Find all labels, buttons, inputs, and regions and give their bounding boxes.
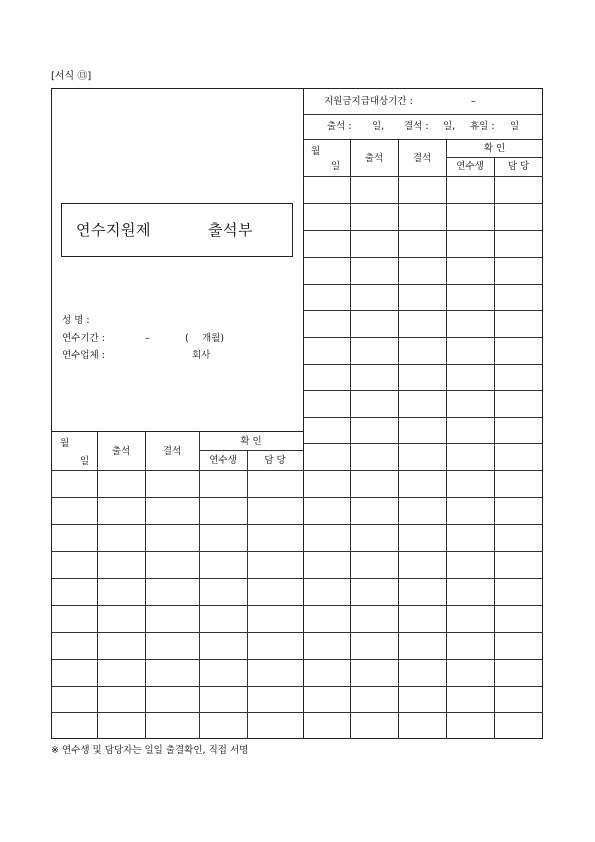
right-row-line bbox=[303, 310, 543, 311]
right-header-confirm: 확 인 bbox=[483, 143, 506, 154]
right-row-line bbox=[303, 659, 543, 660]
form-code: [서식 ⑬] bbox=[51, 71, 92, 82]
trainee-months-open: ( bbox=[185, 333, 189, 344]
left-header-month: 월 bbox=[60, 438, 70, 449]
right-col-line-4 bbox=[494, 157, 495, 739]
trainee-months-label: 개월) bbox=[202, 333, 225, 344]
right-header-line-1 bbox=[303, 114, 543, 115]
right-row-line bbox=[303, 497, 543, 498]
left-col-line-3 bbox=[199, 431, 200, 739]
right-row-line bbox=[303, 230, 543, 231]
right-row-line bbox=[303, 364, 543, 365]
support-period-label: 지원금지급대상기간 : bbox=[324, 96, 413, 107]
right-header-day: 일 bbox=[331, 161, 341, 172]
left-table-header-bottom bbox=[51, 470, 303, 471]
right-row-line bbox=[303, 578, 543, 579]
summary-unit-2: 일, bbox=[443, 121, 456, 132]
right-row-line bbox=[303, 390, 543, 391]
right-row-line bbox=[303, 605, 543, 606]
right-row-line bbox=[303, 524, 543, 525]
center-divider bbox=[303, 88, 304, 739]
left-header-manager: 담 당 bbox=[264, 455, 286, 466]
support-period-dash: – bbox=[471, 96, 476, 107]
right-row-line bbox=[303, 417, 543, 418]
left-row-line bbox=[51, 497, 303, 498]
summary-unit-1: 일, bbox=[372, 121, 385, 132]
right-col-line-2 bbox=[398, 139, 399, 739]
left-row-line bbox=[51, 712, 303, 713]
left-table-top bbox=[51, 431, 303, 432]
left-row-line bbox=[51, 551, 303, 552]
trainee-company-suffix: 회사 bbox=[192, 350, 211, 361]
left-col-line-2 bbox=[145, 431, 146, 739]
right-table-header-bottom bbox=[303, 176, 543, 177]
right-row-line bbox=[303, 257, 543, 258]
trainee-company-label: 연수업체 : bbox=[62, 350, 105, 361]
trainee-name-label: 성 명 : bbox=[62, 315, 90, 326]
left-header-attend: 출석 bbox=[111, 446, 131, 457]
right-row-line bbox=[303, 443, 543, 444]
right-row-line bbox=[303, 284, 543, 285]
right-row-line bbox=[303, 470, 543, 471]
right-header-month: 월 bbox=[311, 146, 321, 157]
right-header-attend: 출석 bbox=[364, 153, 384, 164]
trainee-period-label: 연수기간 : bbox=[62, 333, 105, 344]
right-header-absent: 결석 bbox=[412, 153, 432, 164]
right-row-line bbox=[303, 686, 543, 687]
left-confirm-split bbox=[199, 450, 303, 451]
left-col-line-4 bbox=[247, 450, 248, 739]
right-row-line bbox=[303, 551, 543, 552]
summary-absent-label: 결석 : bbox=[404, 121, 429, 132]
left-header-trainee: 연수생 bbox=[209, 455, 237, 466]
right-row-line bbox=[303, 712, 543, 713]
left-row-line bbox=[51, 524, 303, 525]
right-row-line bbox=[303, 203, 543, 204]
summary-attend-label: 출석 : bbox=[327, 121, 352, 132]
summary-unit-3: 일 bbox=[510, 121, 520, 132]
form-subtitle: 출석부 bbox=[208, 221, 253, 239]
left-col-line-1 bbox=[97, 431, 98, 739]
left-header-absent: 결석 bbox=[162, 446, 182, 457]
right-col-line-3 bbox=[446, 139, 447, 739]
form-frame bbox=[51, 88, 543, 739]
trainee-period-dash: – bbox=[145, 333, 150, 344]
right-header-manager: 담 당 bbox=[507, 161, 530, 172]
left-row-line bbox=[51, 632, 303, 633]
left-row-line bbox=[51, 659, 303, 660]
left-row-line bbox=[51, 605, 303, 606]
right-row-line bbox=[303, 632, 543, 633]
left-header-day: 일 bbox=[80, 456, 90, 467]
left-header-confirm: 확 인 bbox=[240, 436, 262, 447]
right-col-line-1 bbox=[350, 139, 351, 739]
right-row-line bbox=[303, 337, 543, 338]
left-row-line bbox=[51, 686, 303, 687]
form-title: 연수지원제 bbox=[76, 221, 151, 239]
right-header-trainee: 연수생 bbox=[456, 161, 484, 172]
right-header-line-2 bbox=[303, 139, 543, 140]
left-row-line bbox=[51, 578, 303, 579]
footnote: ※ 연수생 및 담당자는 일일 출결확인, 직접 서명 bbox=[51, 745, 249, 756]
summary-holiday-label: 휴일 : bbox=[470, 121, 495, 132]
